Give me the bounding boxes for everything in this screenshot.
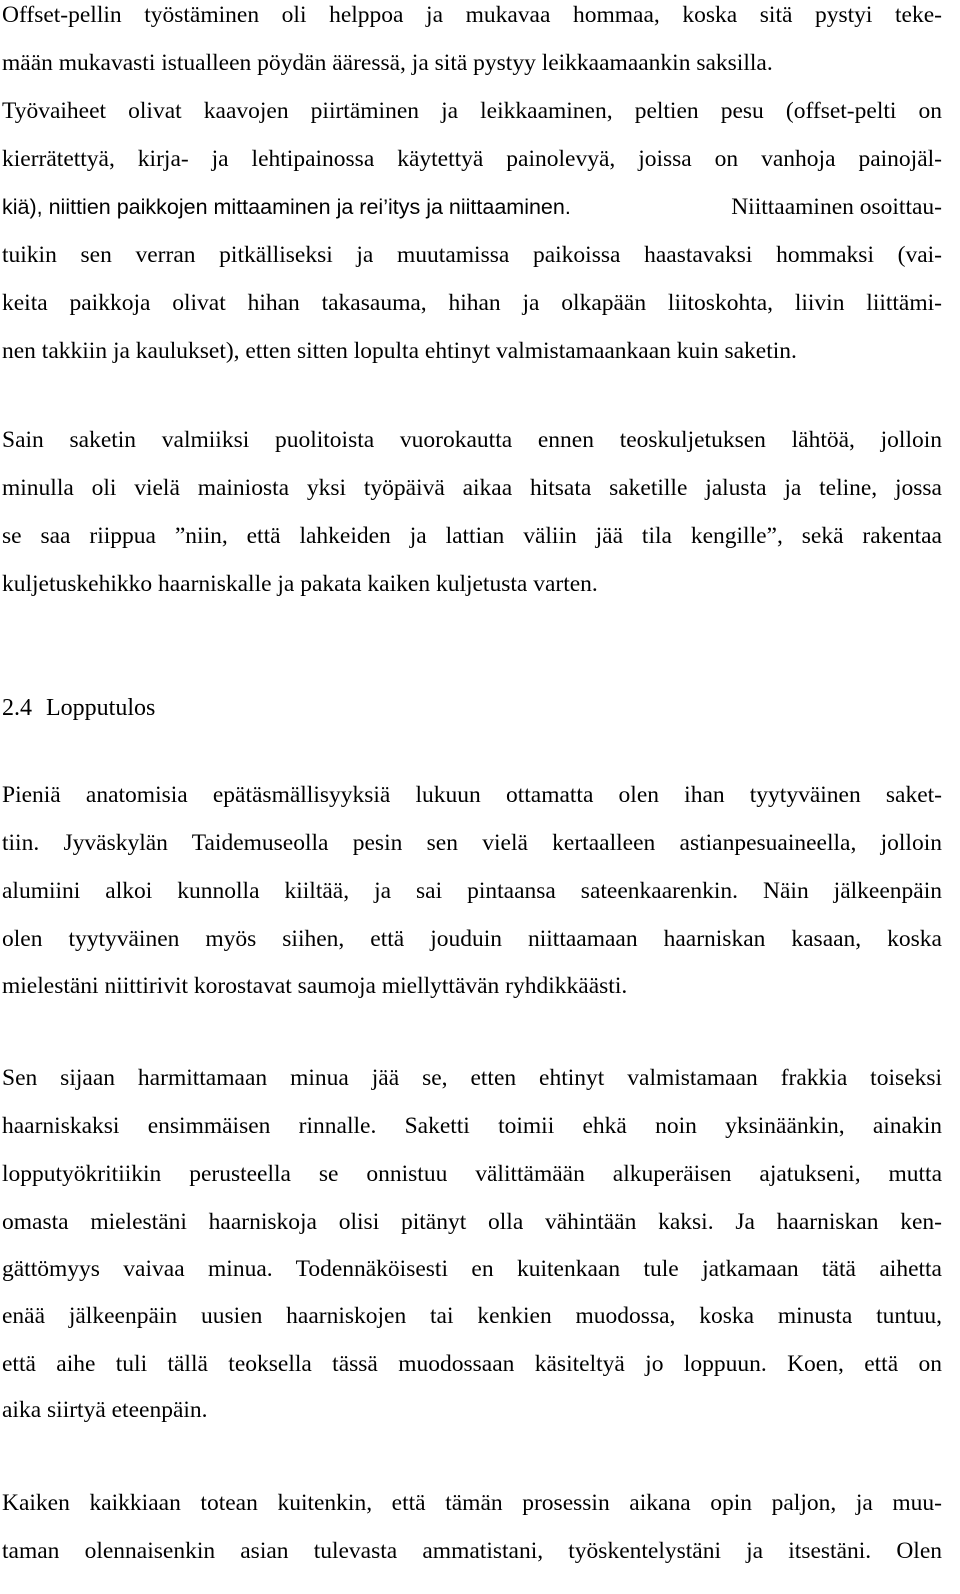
text-line: tuikin sen verran pitkälliseksi ja muutamissa paikoissa haastavaksi hommaksi (vai-: [2, 242, 942, 268]
text-line: gättömyys vaivaa minua. Todennäköisesti en kuitenkaan tule jatkamaan tätä aihetta: [2, 1256, 942, 1282]
section-title: Lopputulos: [46, 695, 156, 721]
text-line: Pieniä anatomisia epätäsmällisyyksiä lukuun ottamatta olen ihan tyytyväinen saket-: [2, 782, 942, 808]
text-line: Offset-pellin työstäminen oli helppoa ja mukavaa hommaa, koska sitä pystyi teke-: [2, 2, 942, 28]
text-line: että aihe tuli tällä teoksella tässä muodossaan käsiteltyä jo loppuun. Koen, että on: [2, 1351, 942, 1377]
text-line: se saa riippua ”niin, että lahkeiden ja lattian väliin jää tila kengille”, sekä rakentaa: [2, 523, 942, 549]
text-line: olen tyytyväinen myös siihen, että jouduin niittaamaan haarniskan kasaan, koska: [2, 926, 942, 952]
text-line: kuljetuskehikko haarniskalle ja pakata kaiken kuljetusta varten.: [2, 571, 598, 597]
text-line: aika siirtyä eteenpäin.: [2, 1397, 208, 1423]
text-line: minulla oli vielä mainiosta yksi työpäivä aikaa hitsata saketille jalusta ja teline, jossa: [2, 475, 942, 501]
section-number: 2.4: [2, 695, 32, 721]
text-line: tiin. Jyväskylän Taidemuseolla pesin sen vielä kertaalleen astianpesuaineella, jolloin: [2, 830, 942, 856]
text-line: kierrätettyä, kirja- ja lehtipainossa käytettyä painolevyä, joissa on vanhoja painojäl-: [2, 146, 942, 172]
text-line: [2, 196, 942, 220]
text-line: Sain saketin valmiiksi puolitoista vuorokautta ennen teoskuljetuksen lähtöä, jolloin: [2, 427, 942, 453]
text-line: taman olennaisenkin asian tulevasta ammatistani, työskentelystäni ja itsestäni. Olen: [2, 1538, 942, 1564]
text-line: Työvaiheet olivat kaavojen piirtäminen ja leikkaaminen, peltien pesu (offset-pelti on: [2, 98, 942, 124]
text-segment: Niittaaminen osoittau-: [731, 194, 942, 220]
text-line: haarniskaksi ensimmäisen rinnalle. Saketti toimii ehkä noin yksinäänkin, ainakin: [2, 1113, 942, 1139]
text-line: keita paikkoja olivat hihan takasauma, hihan ja olkapään liitoskohta, liivin liittämi-: [2, 290, 942, 316]
text-line: Kaiken kaikkiaan totean kuitenkin, että tämän prosessin aikana opin paljon, ja muu-: [2, 1490, 942, 1516]
text-line: mielestäni niittirivit korostavat saumoja miellyttävän ryhdikkäästi.: [2, 973, 628, 999]
text-line: lopputyökritiikin perusteella se onnistuu välittämään alkuperäisen ajatukseni, mutta: [2, 1161, 942, 1187]
text-line: enää jälkeenpäin uusien haarniskojen tai kenkien muodossa, koska minusta tuntuu,: [2, 1303, 942, 1329]
text-segment: kiä), niittien paikkojen mittaaminen ja rei’itys ja niittaaminen.: [2, 195, 571, 219]
text-line: nen takkiin ja kaulukset), etten sitten lopulta ehtinyt valmistamaankaan kuin saketin.: [2, 338, 797, 364]
text-line: Sen sijaan harmittamaan minua jää se, etten ehtinyt valmistamaan frakkia toiseksi: [2, 1065, 942, 1091]
text-line: alumiini alkoi kunnolla kiiltää, ja sai pintaansa sateenkaarenkin. Näin jälkeenpäin: [2, 878, 942, 904]
section-heading: [2, 697, 155, 721]
text-line: omasta mielestäni haarniskoja olisi pitänyt olla vähintään kaksi. Ja haarniskan ken-: [2, 1209, 942, 1235]
text-line: mään mukavasti istualleen pöydän ääressä, ja sitä pystyy leikkaamaankin saksilla.: [2, 50, 773, 76]
